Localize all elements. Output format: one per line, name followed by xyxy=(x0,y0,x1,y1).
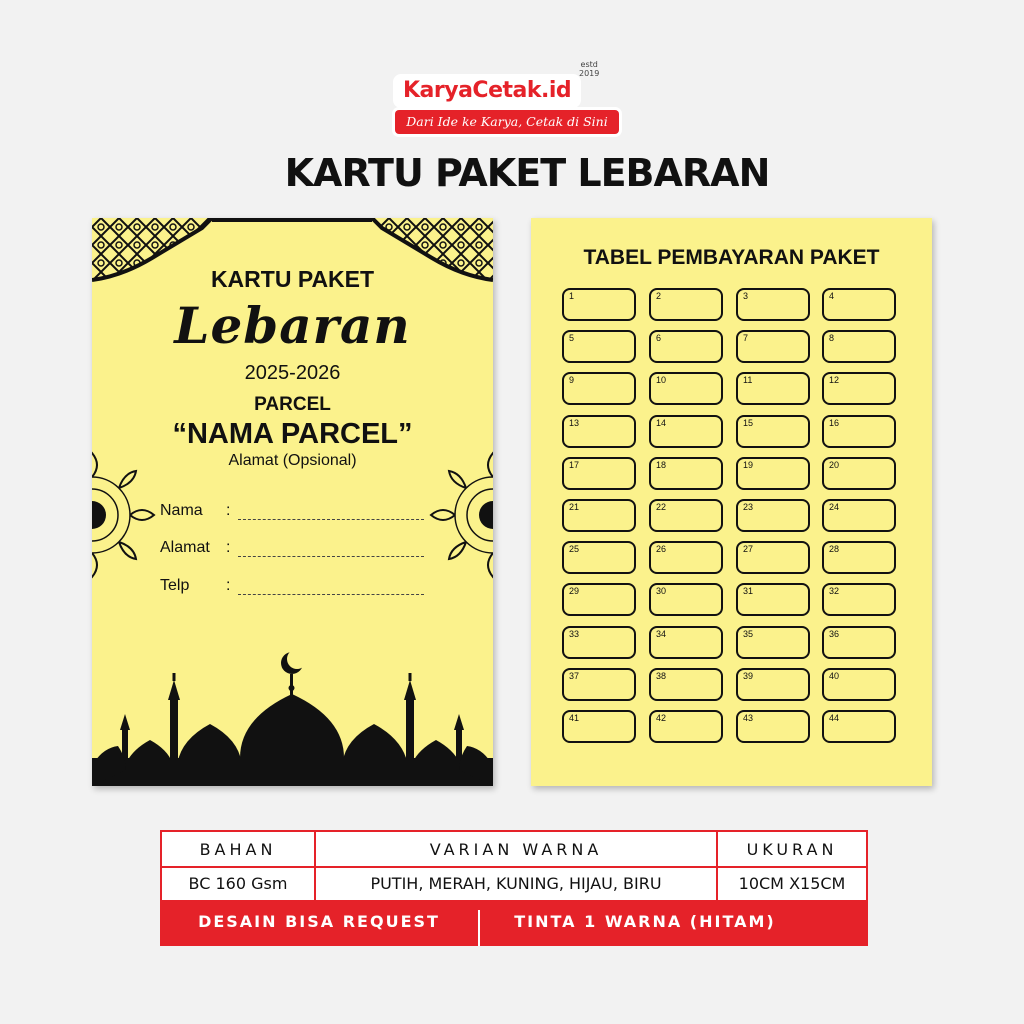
brand-tagline: Dari Ide ke Karya, Cetak di Sini xyxy=(395,110,619,134)
mandala-left-icon xyxy=(92,453,154,577)
field-line xyxy=(238,556,424,557)
info-value-row xyxy=(160,866,868,902)
payment-cell-number: 21 xyxy=(569,502,580,512)
payment-cell-number: 16 xyxy=(829,417,840,428)
payment-cell[interactable] xyxy=(649,499,723,532)
payment-cell-number: 32 xyxy=(829,586,840,597)
payment-cell-number: 30 xyxy=(656,586,667,597)
brand-name: KaryaCetak.id xyxy=(395,76,579,106)
payment-cell-number: 12 xyxy=(829,375,840,386)
payment-cell-number: 27 xyxy=(743,544,754,555)
payment-cell-number: 34 xyxy=(656,628,667,639)
payment-cell[interactable] xyxy=(736,541,810,574)
payment-cell-number: 37 xyxy=(569,670,580,681)
payment-cell-number: 20 xyxy=(829,459,840,470)
front-card xyxy=(92,218,493,786)
payment-cell-number: 17 xyxy=(569,459,580,470)
footer-design: DESAIN BISA REQUEST xyxy=(198,912,440,931)
payment-cell[interactable] xyxy=(562,541,636,574)
payment-cell-number: 5 xyxy=(569,333,575,344)
payment-cell-number: 8 xyxy=(829,333,835,344)
payment-cell[interactable] xyxy=(736,583,810,616)
info-table xyxy=(160,830,868,946)
payment-cell[interactable] xyxy=(822,330,896,363)
payment-cell[interactable] xyxy=(649,372,723,405)
card-script-title: Lebaran xyxy=(174,296,411,355)
field-nama[interactable] xyxy=(160,502,460,526)
payment-cell[interactable] xyxy=(562,288,636,321)
payment-cell[interactable] xyxy=(822,668,896,701)
payment-cell-number: 35 xyxy=(743,628,754,639)
payment-cell-number: 33 xyxy=(569,628,580,639)
field-label: Nama xyxy=(160,502,203,519)
payment-cell-number: 2 xyxy=(656,291,662,301)
payment-cell-number: 23 xyxy=(743,502,754,512)
payment-cell[interactable] xyxy=(562,330,636,363)
payment-cell[interactable] xyxy=(562,499,636,532)
payment-cell[interactable] xyxy=(736,288,810,321)
field-alamat[interactable] xyxy=(160,539,460,563)
payment-table-title: TABEL PEMBAYARAN PAKET xyxy=(583,246,880,269)
payment-cell[interactable] xyxy=(822,626,896,659)
payment-cell-number: 26 xyxy=(656,544,667,555)
field-label: Alamat xyxy=(160,539,210,556)
payment-cell[interactable] xyxy=(736,668,810,701)
payment-cell[interactable] xyxy=(736,372,810,405)
payment-cell[interactable] xyxy=(822,372,896,405)
payment-cell[interactable] xyxy=(736,626,810,659)
payment-cell[interactable] xyxy=(562,583,636,616)
header-varian: VARIAN WARNA xyxy=(429,840,603,859)
payment-cell[interactable] xyxy=(736,457,810,490)
payment-cell[interactable] xyxy=(822,499,896,532)
payment-cell[interactable] xyxy=(649,457,723,490)
info-header-row xyxy=(160,830,868,868)
payment-cell[interactable] xyxy=(649,415,723,448)
payment-cell-number: 24 xyxy=(829,502,840,512)
payment-cell[interactable] xyxy=(562,626,636,659)
page-title: KARTU PAKET LEBARAN xyxy=(284,151,770,195)
value-varian: PUTIH, MERAH, KUNING, HIJAU, BIRU xyxy=(370,874,662,893)
payment-cell[interactable] xyxy=(649,626,723,659)
payment-cell-number: 4 xyxy=(829,291,835,301)
payment-cell-number: 44 xyxy=(829,713,840,723)
payment-cell[interactable] xyxy=(822,415,896,448)
payment-cell[interactable] xyxy=(562,415,636,448)
payment-cell[interactable] xyxy=(736,330,810,363)
payment-cell[interactable] xyxy=(649,583,723,616)
payment-cell-number: 29 xyxy=(569,586,580,597)
payment-cell-number: 25 xyxy=(569,544,580,555)
mosque-silhouette-icon xyxy=(92,649,493,786)
card-heading: KARTU PAKET xyxy=(210,266,375,292)
payment-cell[interactable] xyxy=(562,710,636,743)
payment-cell[interactable] xyxy=(822,288,896,321)
payment-cell[interactable] xyxy=(649,668,723,701)
field-colon: : xyxy=(226,577,231,594)
back-card xyxy=(531,218,932,786)
payment-cell[interactable] xyxy=(649,541,723,574)
payment-cell-number: 18 xyxy=(656,459,667,470)
brand-logo xyxy=(395,58,629,138)
header-bahan: BAHAN xyxy=(199,840,277,859)
payment-cell-number: 22 xyxy=(656,502,667,512)
payment-cell[interactable] xyxy=(736,415,810,448)
payment-cell-number: 15 xyxy=(743,417,754,428)
payment-cell-number: 19 xyxy=(743,459,754,470)
payment-cell-number: 6 xyxy=(656,333,662,344)
parcel-name: “NAMA PARCEL” xyxy=(172,418,413,450)
payment-cell-number: 3 xyxy=(743,291,749,301)
footer-ink: TINTA 1 WARNA (HITAM) xyxy=(514,912,776,931)
field-colon: : xyxy=(226,539,231,556)
payment-cell[interactable] xyxy=(822,710,896,743)
payment-cell-number: 9 xyxy=(569,375,575,386)
payment-cell-number: 11 xyxy=(743,375,753,386)
info-footer xyxy=(160,902,868,946)
payment-cell[interactable] xyxy=(562,668,636,701)
payment-cell[interactable] xyxy=(649,288,723,321)
payment-cell-number: 36 xyxy=(829,628,840,639)
payment-cell-number: 41 xyxy=(569,713,580,723)
field-telp[interactable] xyxy=(160,577,460,601)
parcel-label: PARCEL xyxy=(254,394,331,415)
payment-cell[interactable] xyxy=(822,583,896,616)
payment-cell-number: 39 xyxy=(743,670,754,681)
field-label: Telp xyxy=(160,577,190,594)
payment-cell-number: 13 xyxy=(569,417,580,428)
payment-cell-number: 43 xyxy=(743,713,754,723)
payment-cell-number: 38 xyxy=(656,670,667,681)
value-ukuran: 10CM X15CM xyxy=(738,874,846,893)
brand-estd: estd 2019 xyxy=(579,60,600,78)
payment-cell[interactable] xyxy=(649,710,723,743)
payment-cell[interactable] xyxy=(562,457,636,490)
payment-cell[interactable] xyxy=(736,710,810,743)
payment-cell[interactable] xyxy=(649,330,723,363)
card-year: 2025-2026 xyxy=(244,362,341,384)
field-colon: : xyxy=(226,502,231,519)
payment-cell[interactable] xyxy=(562,372,636,405)
payment-cell-number: 14 xyxy=(656,417,667,428)
payment-cell[interactable] xyxy=(822,541,896,574)
header-ukuran: UKURAN xyxy=(746,840,838,859)
payment-cell-number: 31 xyxy=(743,586,754,597)
payment-cell-number: 7 xyxy=(743,333,749,344)
payment-cell-number: 40 xyxy=(829,670,840,681)
payment-cell[interactable] xyxy=(822,457,896,490)
address-note: Alamat (Opsional) xyxy=(228,452,357,469)
payment-cell-number: 10 xyxy=(656,375,667,386)
payment-cell-number: 1 xyxy=(569,291,575,301)
field-line xyxy=(238,519,424,520)
payment-cell-number: 42 xyxy=(656,713,667,723)
value-bahan: BC 160 Gsm xyxy=(188,874,288,893)
payment-cell[interactable] xyxy=(736,499,810,532)
payment-cell-number: 28 xyxy=(829,544,840,555)
field-line xyxy=(238,594,424,595)
